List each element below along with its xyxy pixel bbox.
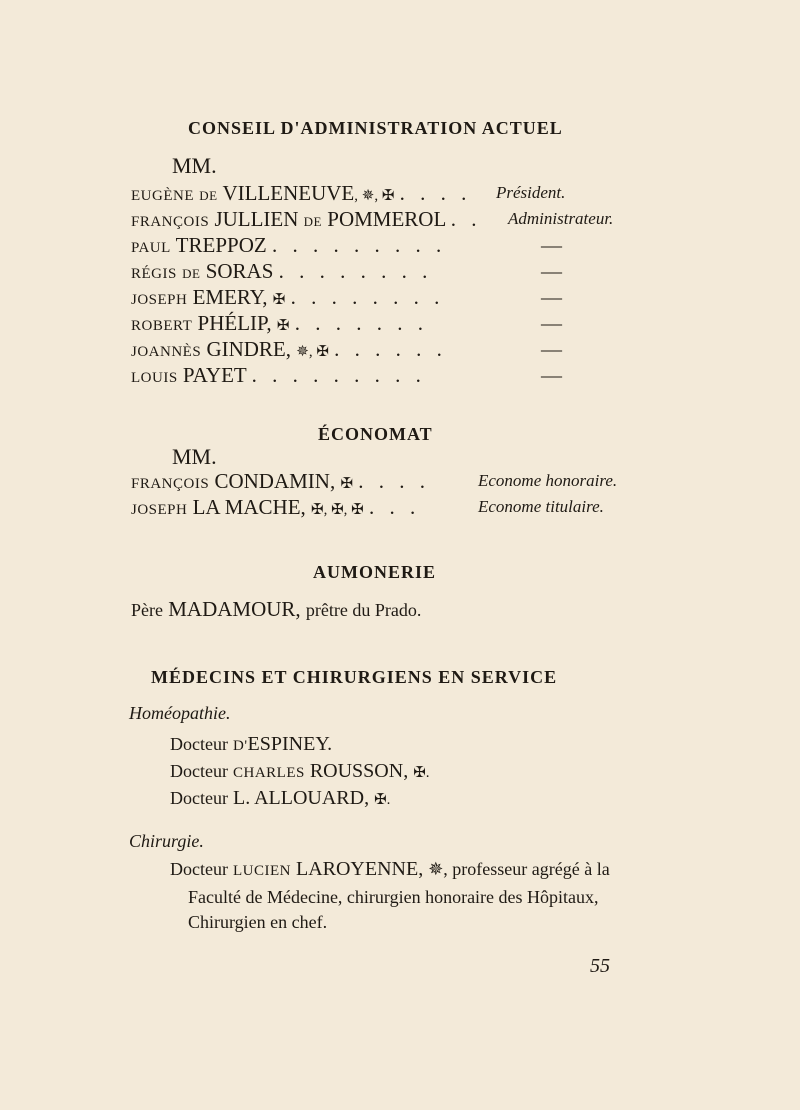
leader-dots: . . . . . . . (294, 311, 428, 335)
aumonerie-line (131, 597, 421, 622)
pere-label: Père (131, 600, 163, 620)
first-name: RÉGIS (131, 266, 177, 282)
leader-dots: . . . . . . . . . (251, 363, 426, 387)
role: Administrateur. (508, 209, 614, 228)
conseil-member-3 (131, 232, 651, 258)
leader-dots: . . . . . . . . . (271, 233, 447, 257)
leader-dots: . . (450, 207, 482, 231)
particle: DE (199, 188, 218, 203)
doctor-first: LUCIEN (232, 863, 291, 879)
role: — (541, 363, 562, 387)
doctor-line (170, 760, 430, 783)
conseil-member-2 (131, 206, 651, 232)
doctor-last: ROUSSON, (309, 760, 409, 782)
last-name: GINDRE, (206, 337, 292, 361)
decoration-icon: ✠ (276, 318, 290, 334)
economat-heading: ÉCONOMAT (318, 424, 433, 444)
doctor-title: Docteur (170, 788, 228, 808)
decoration-icon: ✠ (340, 476, 354, 492)
decoration-icon: ✵, ✠ (296, 344, 329, 360)
medecins-heading: MÉDECINS ET CHIRURGIENS EN SERVICE (151, 667, 558, 687)
page-number: 55 (590, 955, 610, 977)
chirurgien-line-2: Faculté de Médecine, chirurgien honoraire des Hôpitaux, (188, 887, 599, 907)
last-name: CONDAMIN, (214, 469, 336, 493)
doctor-description: ✵, professeur agrégé à la (428, 859, 610, 879)
first-name: FRANÇOIS (131, 214, 210, 230)
last-name: VILLENEUVE (222, 181, 355, 205)
doctor-title: Docteur (170, 761, 228, 781)
conseil-member-5 (131, 284, 651, 310)
leader-dots: . . . . . . (334, 337, 447, 361)
role: Econome titulaire. (478, 497, 604, 516)
last-name: TREPPOZ (175, 233, 267, 257)
role: — (541, 259, 562, 283)
doctor-last: ESPINEY. (247, 733, 333, 755)
doctor-first: D' (232, 738, 248, 754)
leader-dots: . . . . . . . . (278, 259, 433, 283)
role: — (541, 337, 562, 361)
last-name: PHÉLIP, (197, 311, 272, 335)
conseil-member-4 (131, 258, 651, 284)
last-name: EMERY, (192, 285, 268, 309)
conseil-member-6 (131, 310, 651, 336)
doctor-line (170, 787, 390, 810)
first-name: LOUIS (131, 370, 178, 386)
conseil-member-1 (131, 180, 651, 206)
decoration-icon: ✠. (413, 765, 430, 781)
particle: DE (303, 214, 323, 229)
leader-dots: . . . . (358, 469, 431, 493)
economat-member-2 (131, 494, 651, 520)
doctor-last: L. ALLOUARD, (232, 787, 370, 809)
first-name: EUGÈNE (131, 188, 194, 204)
last-name: LA MACHE, (192, 495, 306, 519)
conseil-member-8 (131, 362, 651, 388)
role: Econome honoraire. (478, 471, 618, 490)
conseil-member-7 (131, 336, 651, 362)
last-name-2: POMMEROL (327, 207, 446, 231)
chirurgien-line-3: Chirurgien en chef. (188, 912, 328, 932)
decoration-icon: , ✵, ✠ (354, 188, 395, 204)
first-name: ROBERT (131, 318, 193, 334)
chirurgie-label: Chirurgie. (129, 831, 204, 851)
leader-dots: . . . . (399, 181, 472, 205)
decoration-icon: ✠, ✠, ✠ (311, 502, 364, 518)
last-name: PAYET (182, 363, 247, 387)
aumonier-description: prêtre du Prado. (305, 600, 422, 620)
first-name: JOSEPH (131, 502, 188, 518)
decoration-icon: ✠. (374, 792, 391, 808)
economat-member-1 (131, 468, 651, 494)
last-name: SORAS (205, 259, 274, 283)
doctor-last: LAROYENNE, (295, 858, 424, 880)
leader-dots: . . . . . . . . (290, 285, 445, 309)
doctor-first: CHARLES (232, 765, 305, 781)
aumonier-name: MADAMOUR, (168, 597, 301, 621)
conseil-mm: MM. (172, 153, 217, 178)
first-name: FRANÇOIS (131, 476, 210, 492)
first-name: PAUL (131, 240, 171, 256)
homeopathie-label: Homéopathie. (129, 703, 231, 723)
role: Président. (496, 183, 566, 202)
decoration-icon: ✠ (272, 292, 286, 308)
economat-mm: MM. (172, 444, 217, 469)
leader-dots: . . . (369, 495, 421, 519)
aumonerie-heading: AUMONERIE (313, 562, 437, 582)
role: — (541, 311, 562, 335)
doctor-line (170, 733, 332, 756)
doctor-title: Docteur (170, 859, 228, 879)
role: — (541, 285, 562, 309)
conseil-heading: CONSEIL D'ADMINISTRATION ACTUEL (188, 118, 563, 138)
particle: DE (182, 266, 201, 281)
first-name: JOSEPH (131, 292, 188, 308)
doctor-title: Docteur (170, 734, 228, 754)
role: — (541, 233, 562, 257)
first-name: JOANNÈS (131, 344, 202, 360)
chirurgien-line-1 (170, 858, 610, 881)
last-name: JULLIEN (214, 207, 299, 231)
